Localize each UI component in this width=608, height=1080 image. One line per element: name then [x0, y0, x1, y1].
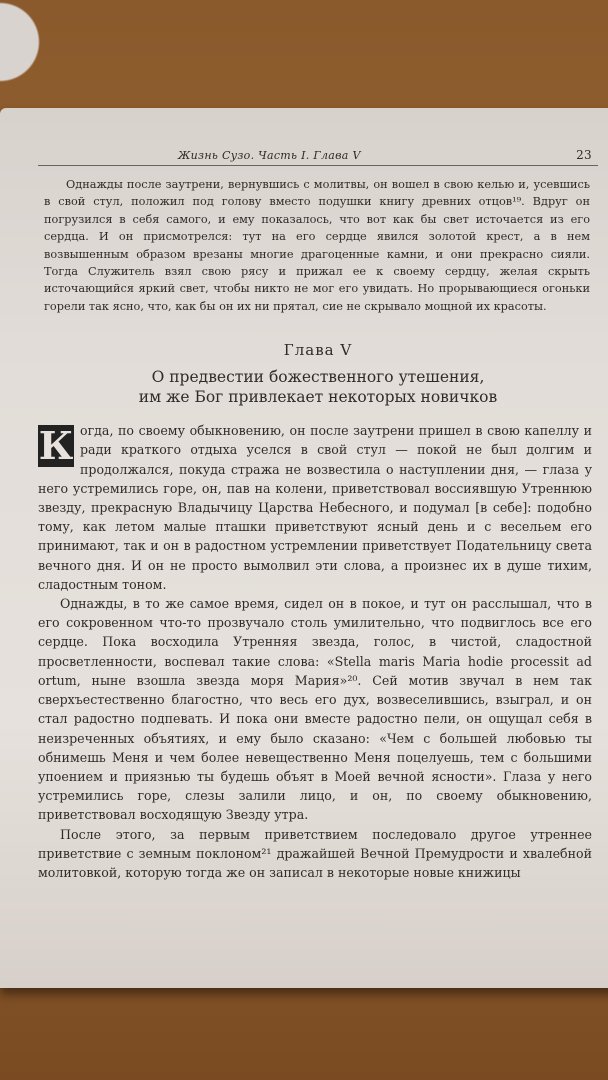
paragraph-2: Однажды, в то же самое время, сидел он в покое, и тут он расслышал, что в его сокровенном что-то прозвучало столь умилительно, что подвиглось все его сердце. Пока восходила Утренняя звезда, голос, в чистой, сладостной просветленности, воспевал такие слова: «Stella maris Maria hodie processit ad ortum, ныне взошла звезда моря Мария»²⁰. Сей мотив звучал в нем так сверхъестественно благостно, что весь его дух, возвеселившись, взыграл, и он стал радостно подпевать. И пока они вместе радостно пели, он ощущал себя в неизреченных объятиях, и ему было сказано: «Чем с большей любовью ты обнимешь Меня и чем более невещественно Меня поцелуешь, тем с большими упоением и приязнью ты будешь объят в Моей вечной ясности». Глаза у него устремились горе, слезы залили лицо, и он, по своему обыкновению, приветствовал восходящую Звезду утра.: [38, 596, 592, 823]
paragraph-3: После этого, за первым приветствием последовало другое утреннее приветствие с земным поклоном²¹ дражайшей Вечной Премудрости и хвалебной молитовкой, которую тогда же он записал в некоторые новые книжицы: [38, 826, 592, 880]
chapter-title: [38, 367, 598, 407]
intro-paragraph: Однажды после заутрени, вернувшись с молитвы, он вошел в свою келью и, усевшись в свой стул, положил под голову вместо подушки книгу древних отцов¹⁹. Вдруг он погрузился в себя самого, и ему показалось, что вот как бы свет источается из его сердца. И он присмотрелся: тут на его сердце явился золотой крест, а в нем возвышенным образом врезаны многие драгоценные камни, и они прекрасно сияли. Тогда Служитель взял свою рясу и прижал ее к своему сердцу, желая скрыть источающийся яркий свет, чтобы никто не мог его увидать. Но прорывающиеся огоньки горели так ясно, что, как бы он их ни прятал, сие не скрывало мощной их красоты.: [44, 178, 590, 313]
chapter-title-line-2: им же Бог привлекает некоторых новичков: [138, 388, 498, 407]
paragraph-1-text: огда, по своему обыкновению, он после заутрени пришел в свою капеллу и ради краткого отдыха уселся в свой стул — покой не был долгим и продолжался, покуда стража не возвестила о наступлении дня, — глаза у него устремились горе, он, пав на колени, приветствовал воссиявшую Утреннюю звезду, прекрасную Владычицу Царства Небесного, и подумал [в себе]: подобно тому, как летом малые пташки приветствуют ясный день и с весельем его принимают, так и он в радостном устремлении приветствует Подательницу света вечного дня. И он не просто вымолвил эти слова, а произнес их в душе тихим, сладостным тоном.: [38, 423, 592, 592]
book-page: [38, 148, 598, 882]
drop-cap: К: [38, 423, 74, 469]
running-title: Жизнь Сузо. Часть I. Глава V: [178, 149, 361, 162]
chapter-body: [38, 421, 592, 882]
chapter-title-line-1: О предвестии божественного утешения,: [151, 368, 485, 387]
running-header: [38, 148, 598, 166]
chapter-label: Глава V: [283, 341, 353, 360]
page-number: 23: [576, 148, 592, 162]
paragraph-1: [38, 421, 592, 594]
